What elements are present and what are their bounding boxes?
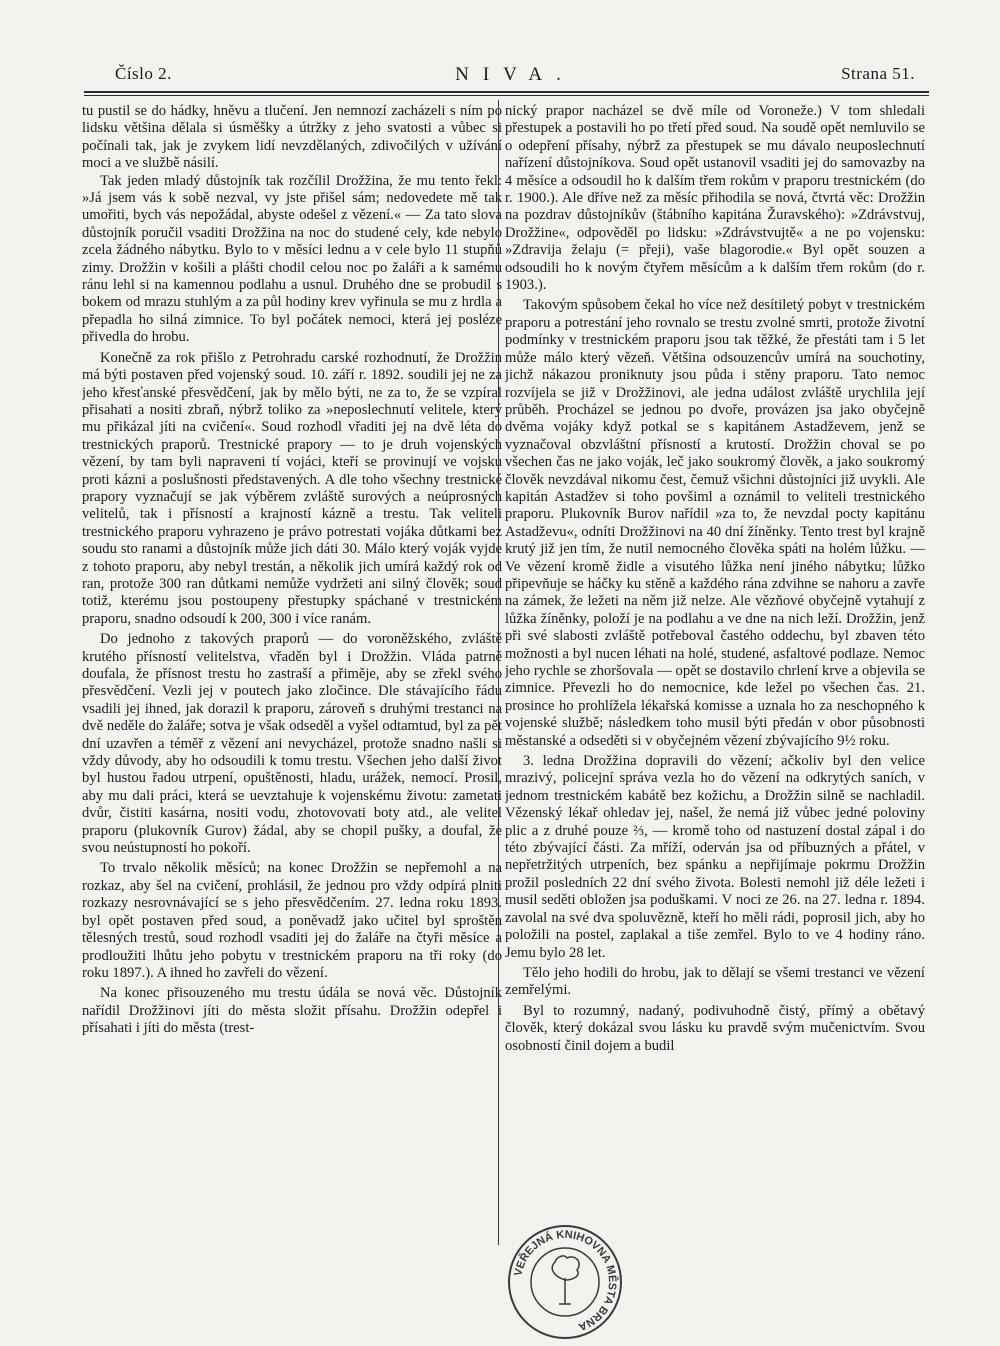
paragraph: Do jednoho z takových praporů — do voroněžského, zvláště krutého přísností velitelstva, vřaděn byl i Drožžin. Vláda patrně doufala, že přísnost trestu ho zastraší a přiměje, aby se zřekl svého přesvědčení. Vezli jej v poutech jako zločince. Dle stávajícího řádu vsadili jej ihned, jak dorazil k praporu, zároveň s druhými trestanci na dvě neděle do žaláře; sotva je však odseděl a vyšel odtamtud, byl za pět dní uzavřen a téměř z vězení ani nevycházel, protože snadno našli si vždy důvody, aby ho odsoudili k tomu trestu. Všechen jeho další život byl hustou řadou utrpení, opuštěnosti, hladu, urážek, nemocí. Prosil, aby mu dali práci, která se uevztahuje k vojenskému životu: zametati dvůr, čistiti kasárna, nositi vodu, zhotovovati boty atd., ale velitel praporu (plukovník Gurov) žádal, aby se chopil pušky, a doufal, že svou neústupností ho pokoří.	[82, 631, 502, 857]
column-divider	[498, 100, 499, 1245]
paragraph: Konečně za rok přišlo z Petrohradu carské rozhodnutí, že Drožžin má býti postaven před vojenský soud. 10. září r. 1892. soudili jej ne za jeho křesťanské přesvědčení, jak by mělo býti, ne za to, že se vzpíral přisahati a nositi zbraň, nýbrž toliko za »neposlechnutí velitele, který mu přikázal jíti na cvičení«. Soud rozhodl vřaditi jej na dvě léta do trestnických praporů. Trestnické prapory — to je druh vojenských vězení, by tam byli napraveni tí vojáci, kteří se provinují ve vojsku proti kázni a poslušnosti představených. A dle toho všechny trestnické prapory vyznačují se jak výběrem zvláště surových a neúprosných velitelů, tak i přísností a krajností kázně a trestu. Tak veliteli trestnického praporu vyhrazeno je právo potrestati vojáka důtkami bez soudu sto ranami a důstojník může jich dáti 30. Málo který voják vyjde z tohoto praporu, aby nebyl trestán, a několik jich umírá každý rok od ran, protože 300 ran důtkami nemůže vydržeti ani silný člověk; soud totiž, kterému jsou postoupeny přestupky spáchané v trestnickém praporu, snadno odsoudí k 200, 300 i více ranám.	[82, 349, 502, 627]
paragraph: tu pustil se do hádky, hněvu a tlučení. Jen nemnozí zacházeli s ním po lidsku většina dělala si úsměšky a útržky z jeho svatosti a vůbec si počínali tak, jak je zvykem lidí nevzdělaných, zdivočilých v užívání moci a ve službě násilí.	[82, 103, 502, 172]
paragraph: To trvalo několik měsíců; na konec Drožžin se nepřemohl a na rozkaz, aby šel na cvičení, prohlásil, že jednou pro vždy odpírá plniti rozkazy nesrovnávající se s jeho přesvědčením. 27. ledna roku 1893. byl opět postaven před soud, a poněvadž jako učitel byl sproštěn tělesných trestů, soud rozhodl vsaditi jej do žaláře na čtyři měsíce a prodloužiti lhůtu jeho pobytu v trestnickém praporu na tři roky (do roku 1897.). A ihned ho zavřeli do vězení.	[82, 860, 502, 981]
header-rule	[84, 91, 929, 93]
header-rule-thin	[84, 95, 929, 96]
left-column	[82, 103, 502, 1243]
paragraph: Tělo jeho hodili do hrobu, jak to dělají se všemi trestanci ve vězení zemřelými.	[505, 964, 925, 999]
tree-emblem-icon	[552, 1256, 579, 1304]
paragraph: Na konec přisouzeného mu trestu údála se nová věc. Důstojník nařídil Drožžinovi jíti do města složit přísahu. Drožžin odepřel i přísahati i jíti do města (trest-	[82, 985, 502, 1037]
page-number: Strana 51.	[841, 64, 915, 83]
paragraph: Tak jeden mladý důstojník tak rozčílil Drožžina, že mu tento řekl: »Já jsem vás k sobě nezval, vy jste přišel sám; nedovedete mě tak umořiti, bych vás nepožádal, abyste odešel z vězení.« — Za tato slova důstojník poručil vsaditi Drožžina na noc do studené cely, kde nebylo zcela žádného nábytku. Bylo to v měsíci lednu a v cele bylo 11 stupňů zimy. Drožžin v košili a plášti chodil celou noc po žaláři a k samému ránu lehl si na kamennou podlahu a usnul. Druhého dne se probudil s bokem od mrazu stuhlým a za půl hodiny krev vyřinula se mu z hrdla a přepadla ho silná zimnice. To byl počátek nemoci, která jej posléze přivedla do hrobu.	[82, 172, 502, 346]
svg-text:VEŘEJNÁ KNIHOVNA MĚSTA BRNA: VEŘEJNÁ KNIHOVNA MĚSTA BRNA	[512, 1228, 619, 1333]
paragraph: Takovým spůsobem čekal ho více než desítiletý pobyt v trestnickém praporu a potrestání jeho rovnalo se trestu zvolné smrti, protože životní podmínky v trestnickém praporu jsou tak těžké, že přestáti tam i 5 let může málo který vězeň. Většina odsouzencův umírá na souchotiny, jichž nákazou proniknuty jsou půda i stěny praporu. Tato nemoc rozvíjela se již v Drožžinovi, ale jedna událost zvláště urychlila její průběh. Procházel se jednou po dvoře, provázen jsa jako obyčejně dvěma vojáky když potkal se s kapitánem Astadževem, jenž se vyznačoval obzvláštní přísností a krutostí. Drožžin choval se po všechen čas ne jako voják, leč jako soukromý člověk, a jako soukromý člověk nevzdával nikomu čest, čemuž všichni důstojníci již uvykli. Ale kapitán Astadžev si toho povšiml a oznámil to veliteli trestnického praporu. Plukovník Burov nařídil »za to, že nevzdal pocty kapitánu Astadževu«, odníti Drožžinovi na 40 dní žíněnky. Tento trest byl krajně krutý již jen tím, že nutil nemocného člověka spáti na holém lůžku. — Ve vězení kromě židle a visutého lůžka není jiného nábytku; lůžko připevňuje se háčky ku stěně a každého rána zdvihne se nahoru a zavře na zámek, že ležeti na něm již nelze. Ale vězňové obyčejně vytahují z lůžka žíněnky, položí je na podlahu a ve dne na nich leží. Drožžin, jenž při své slabosti zvláště potřeboval častého oddechu, byl zbaven této možnosti a byl nucen léhati na holé, studené, asfaltové podlaze. Nemoc jeho rychle se zhoršovala — opět se dostavilo chrlení krve a objevila se zimnice. Převezli ho do nemocnice, kde ležel po všechen čas. 21. prosince ho prohlížela lékařská komisse a uznala ho za neschopného k vojenské službě; následkem toho musil býti předán v obor působnosti městanské a odseděti si v obyčejném vězení zbývajícího 9½ roku.	[505, 297, 925, 749]
issue-number: Číslo 2.	[115, 64, 172, 83]
paragraph: Byl to rozumný, nadaný, podivuhodně čistý, přímý a obětavý člověk, který dokázal svou lásku ku pravdě svým mučenictvím. Svou osobností činil dojem a budil	[505, 1002, 925, 1054]
paragraph: nický prapor nacházel se dvě míle od Voroneže.) V tom shledali přestupek a postavili ho po třetí před soud. Na soudě opět nemluvilo se o odepření přísahy, nýbrž za přestupek se mu dávalo neuposlechnutí nařízení důstojníkova. Soud opět ustanovil vsaditi jej do samovazby na 4 měsíce a odsoudil ho k dalším třem rokům v praporu trestnickém (do r. 1900.). Ale dříve než za měsíc přihodila se nová, čtvrtá věc: Drožžin na pozdrav důstojníkův (štábního kapitána Žuravského): »Zdrávstvuj, Drožžine«, odpověděl po lidsku: »Zdrávstvujtě« a ne po vojensku: »Zdravija želaju (= přeji), vaše blagorodie.« Byl opět souzen a odsoudili ho k novým čtyřem měsícům a k dalším třem rokům (do r. 1903.).	[505, 103, 925, 294]
page-header	[115, 64, 915, 88]
right-column	[505, 103, 925, 1243]
publication-title: NIVA.	[455, 64, 575, 85]
library-stamp	[505, 1222, 625, 1342]
paragraph: 3. ledna Drožžina dopravili do vězení; ačkoliv byl den velice mrazivý, policejní správa vezla ho do vězení na odkrytých saních, v jednom trestnickém kabátě bez kožichu, a Drožžin silně se nachladil. Vězenský lékař ohledav jej, našel, že nemá již vůbec jedné poloviny plic a z druhé pouze ⅔, — kromě toho od nastuzení dostal zápal i do této zbývající části. Za mříží, oderván jsa od příbuzných a přátel, v nepřetržitých utrpeních, bez spánku a nepřijímaje pokrmu Drožžin prožil posledních 22 dní svého života. Bolesti nemohl již déle ležeti i musil seděti obložen jsa poduškami. V noci ze 26. na 27. ledna r. 1894. zavolal na své dva spoluvězně, kteří ho měli rádi, poprosil jich, aby ho položili na postel, zaplakal a tiše zemřel. Bylo to ve 4 hodiny ráno. Jemu bylo 28 let.	[505, 753, 925, 961]
